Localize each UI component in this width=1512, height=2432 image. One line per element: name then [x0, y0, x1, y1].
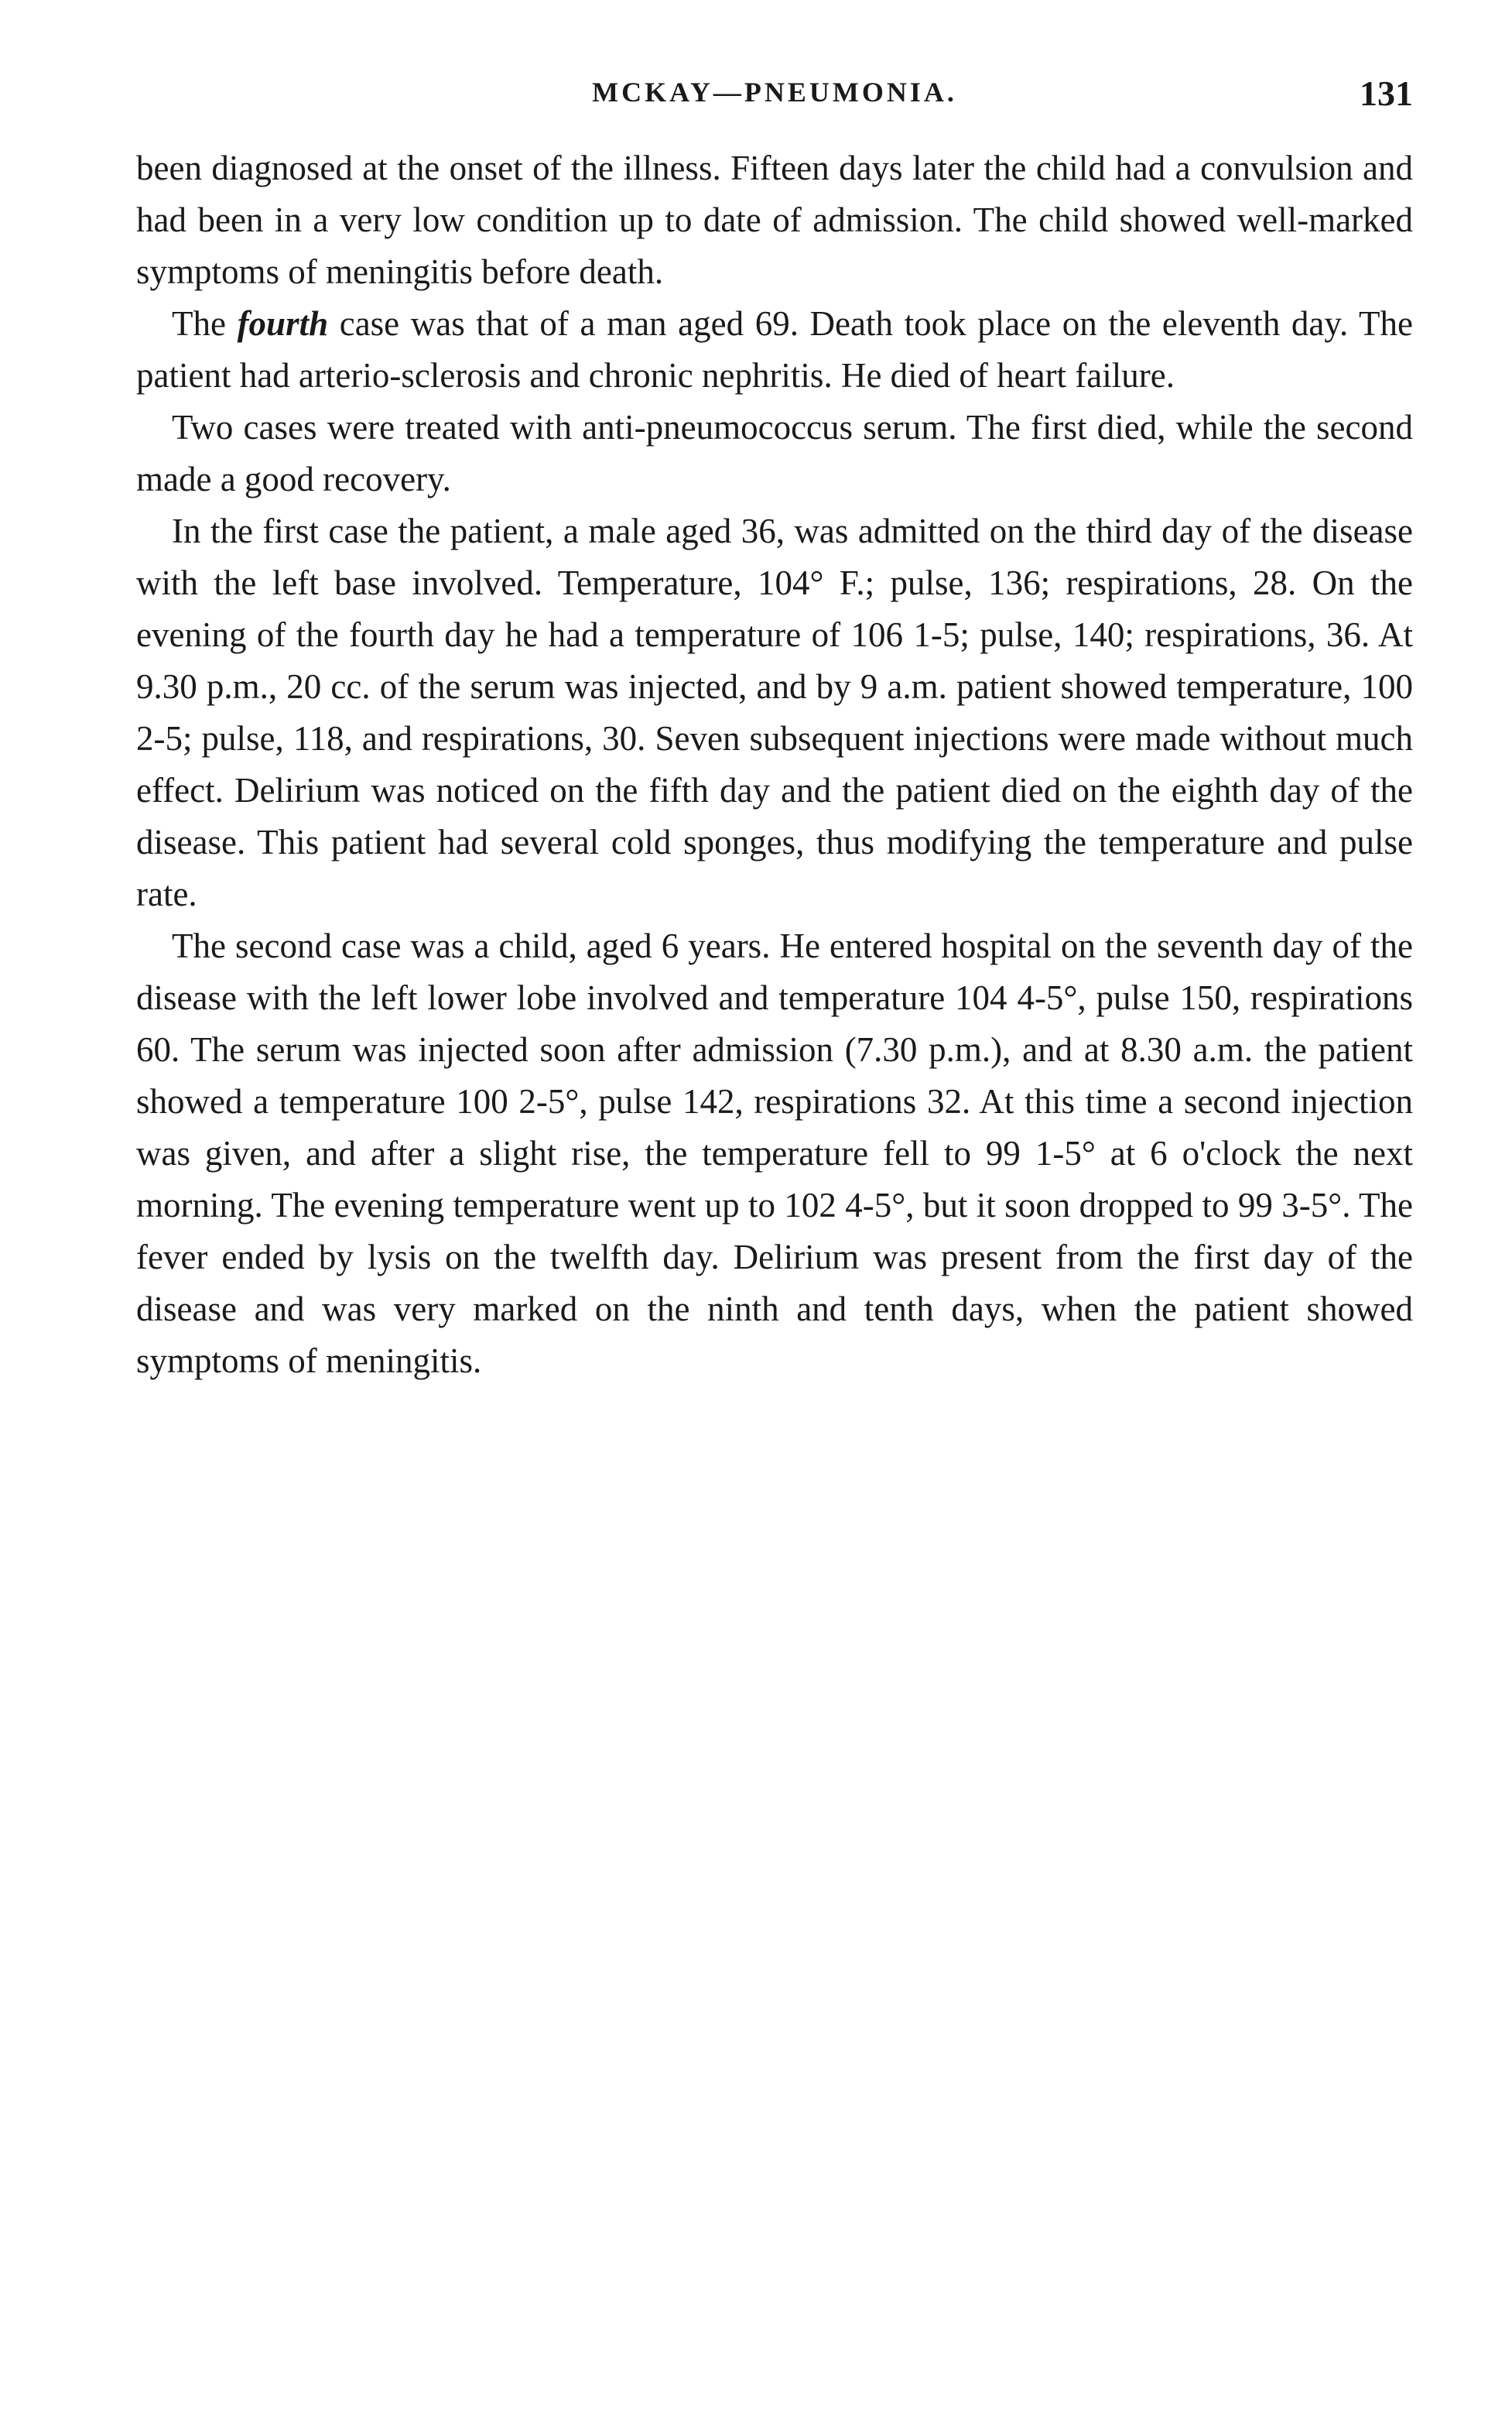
running-head: MCKAY—PNEUMONIA. [592, 77, 957, 108]
paragraph-4: In the first case the patient, a male aged 36, was admitted on the third day of the disease with the left base involved. Temperature, 104° F.; pulse, 136; respirations, 28. On the evening of the fourth day he had a temperature of 106 1-5; pulse, 140; respirations, 36. At 9.30 p.m., 20 cc. of the serum was injected, and by 9 a.m. patient showed temperature, 100 2-5; pulse, 118, and respirations, 30. Seven subsequent injections were made without much effect. Delirium was noticed on the fifth day and the patient died on the eighth day of the disease. This patient had several cold sponges, thus modifying the temperature and pulse rate. [136, 512, 1413, 913]
paragraph-2-emphasis: fourth [237, 304, 329, 343]
page-content [136, 73, 1413, 1387]
paragraph-3: Two cases were treated with anti-pneumococcus serum. The first died, while the second made a good recovery. [136, 408, 1413, 498]
paragraph-1: been diagnosed at the onset of the illness. Fifteen days later the child had a convulsion and had been in a very low condition up to date of admission. The child showed well-marked symptoms of meningitis before death. [136, 149, 1413, 291]
page-number: 131 [1360, 74, 1413, 113]
paragraph-2-lead: The [172, 304, 238, 343]
paragraph-2-rest: case was that of a man aged 69. Death took place on the eleventh day. The patient had arterio-sclerosis and chronic nephritis. He died of heart failure. [136, 304, 1413, 395]
paragraph-2 [136, 298, 1413, 402]
page-header [136, 73, 1413, 119]
body-text [136, 142, 1413, 1387]
paragraph-5: The second case was a child, aged 6 years. He entered hospital on the seventh day of the disease with the left lower lobe involved and temperature 104 4-5°, pulse 150, respirations 60. The serum was injected soon after admission (7.30 p.m.), and at 8.30 a.m. the patient showed a temperature 100 2-5°, pulse 142, respirations 32. At this time a second injection was given, and after a slight rise, the temperature fell to 99 1-5° at 6 o'clock the next morning. The evening temperature went up to 102 4-5°, but it soon dropped to 99 3-5°. The fever ended by lysis on the twelfth day. Delirium was present from the first day of the disease and was very marked on the ninth and tenth days, when the patient showed symptoms of meningitis. [136, 927, 1413, 1380]
